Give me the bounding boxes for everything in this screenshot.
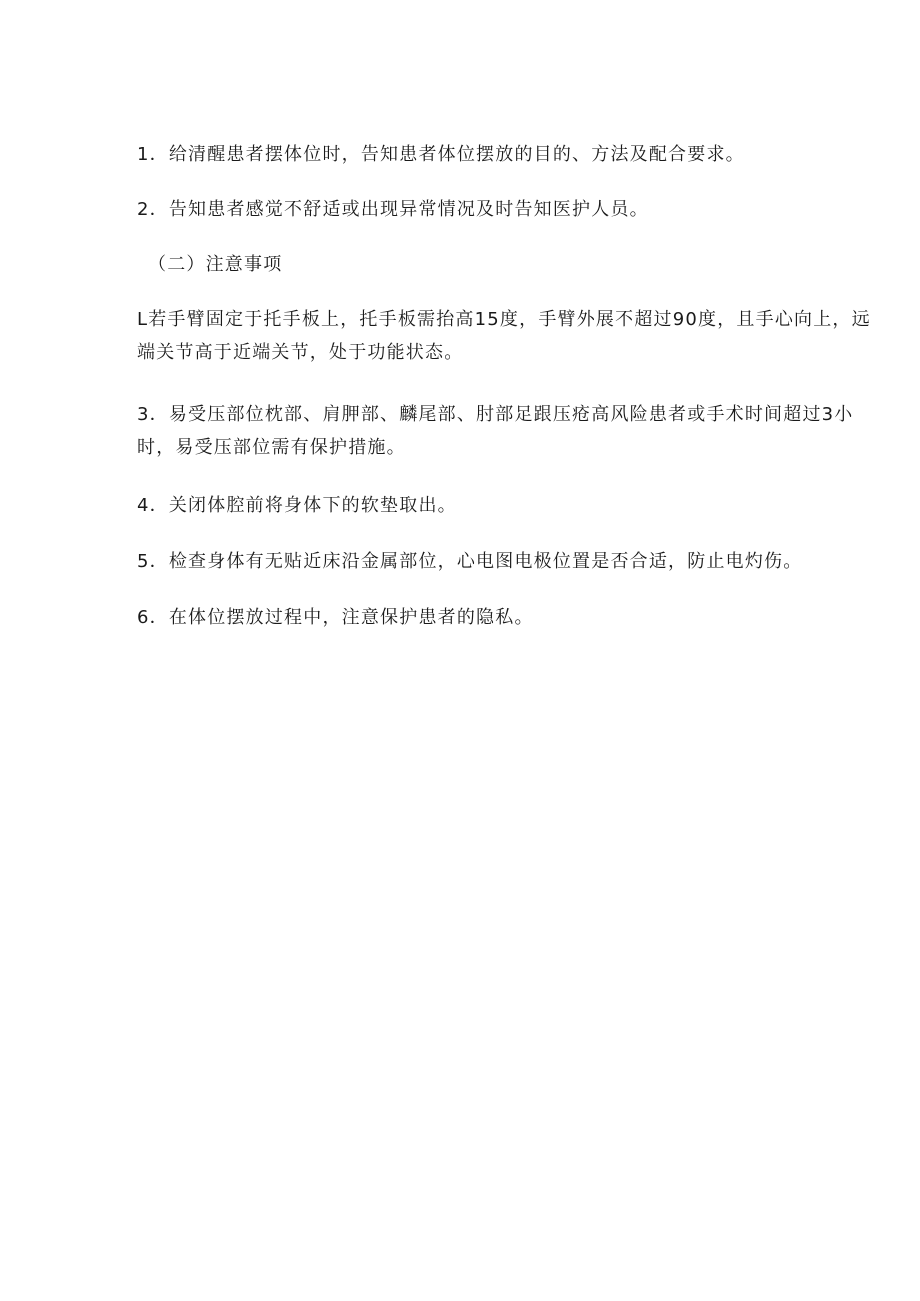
instruction-item-2: 2．告知患者感觉不舒适或出现异常情况及时告知医护人员。 <box>137 199 649 220</box>
instruction-item-1: 1．给清醒患者摆体位时，告知患者体位摆放的目的、方法及配合要求。 <box>137 144 745 165</box>
note-item-3: 3．易受压部位枕部、肩胛部、麟尾部、肘部足跟压疮高风险患者或手术时间超过3小时，易受压部位需有保护措施。 <box>137 404 854 458</box>
note-item-4: 4．关闭体腔前将身体下的软垫取出。 <box>137 495 457 516</box>
section-heading: （二）注意事项 <box>148 254 283 275</box>
note-item-6: 6．在体位摆放过程中，注意保护患者的隐私。 <box>137 607 534 628</box>
note-item-5: 5．检查身体有无贴近床沿金属部位，心电图电极位置是否合适，防止电灼伤。 <box>137 551 803 572</box>
note-item-1: L若手臂固定于托手板上，托手板需抬高15度，手臂外展不超过90度，且手心向上，远端关节高于近端关节，处于功能状态。 <box>137 309 871 363</box>
